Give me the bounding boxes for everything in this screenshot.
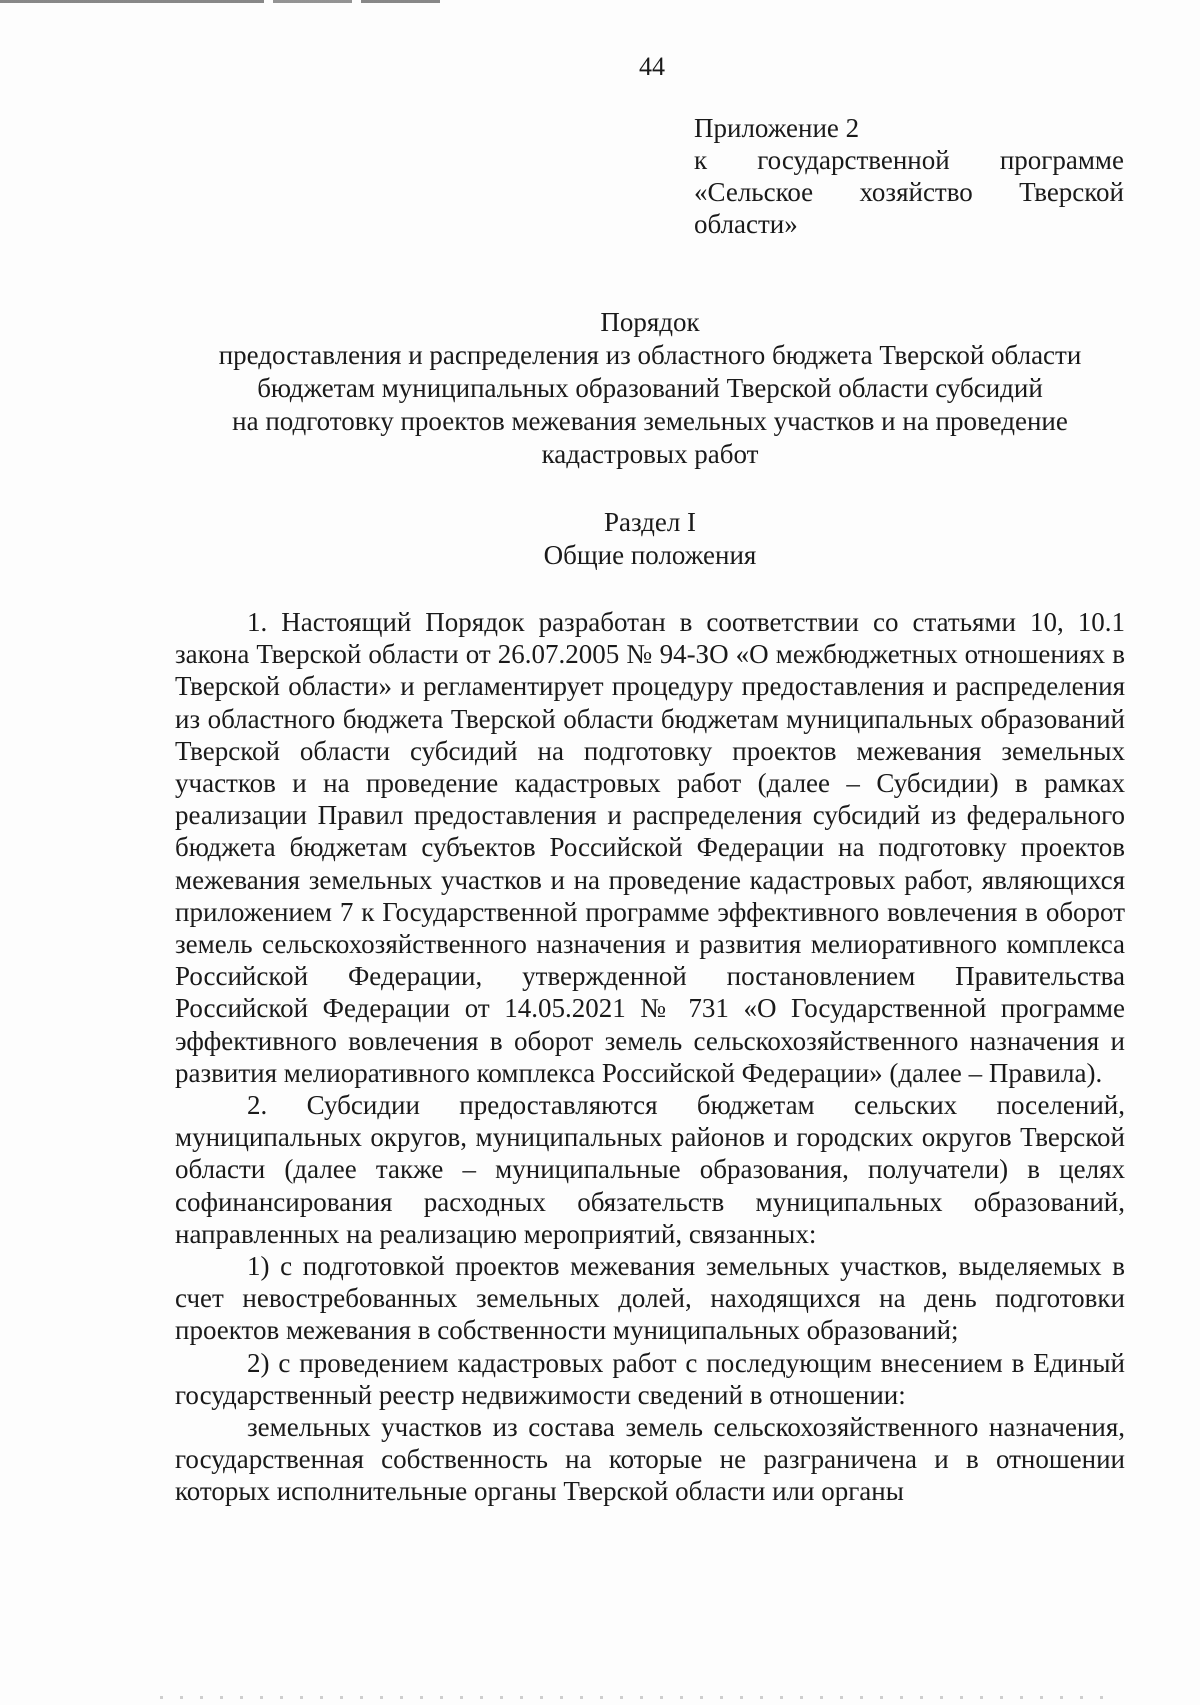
appendix-word: государственной — [757, 145, 950, 175]
document-title — [170, 306, 1130, 471]
paragraph: 2. Субсидии предоставляются бюджетам сельских поселений, муниципальных округов, муниципальных районов и городских округов Тверской области (далее также – муниципальные образования, получатели) в целях софинансирования расходных обязательств муниципальных образований, направленных на реализацию мероприятий, связанных: — [175, 1090, 1125, 1249]
title-line-2: бюджетам муниципальных образований Тверской области субсидий — [257, 373, 1043, 403]
section-heading — [170, 506, 1130, 572]
appendix-word: хозяйство — [859, 177, 973, 207]
paragraph: 1. Настоящий Порядок разработан в соответствии со статьями 10, 10.1 закона Тверской области от 26.07.2005 № 94-ЗО «О межбюджетных отношениях в Тверской области» и регламентирует процедуру предоставления и распределения из областного бюджета Тверской области бюджетам муниципальных образований Тверской области субсидий на подготовку проектов межевания земельных участков и на проведение кадастровых работ (далее – Субсидии) в рамках реализации Правил предоставления и распределения субсидий из федерального бюджета бюджетам субъектов Российской Федерации на подготовку проектов межевания земельных участков и на проведение кадастровых работ, являющихся приложением 7 к Государственной программе эффективного вовлечения в оборот земель сельскохозяйственного назначения и развития мелиоративного комплекса Российской Федерации, утвержденной постановлением Правительства Российской Федерации от 14.05.2021 № 731 «О Государственной программе эффективного вовлечения в оборот земель сельскохозяйственного назначения и развития мелиоративного комплекса Российской Федерации» (далее – Правила). — [175, 607, 1125, 1088]
title-line-4: кадастровых работ — [541, 439, 759, 469]
paragraph: 1) с подготовкой проектов межевания земельных участков, выделяемых в счет невостребованных земельных долей, находящихся на день подготовки проектов межевания в собственности муниципальных образований; — [175, 1251, 1125, 1346]
appendix-line-2 — [694, 144, 1124, 176]
title-line-3: на подготовку проектов межевания земельных участков и на проведение — [232, 406, 1068, 436]
appendix-line-3 — [694, 176, 1124, 208]
appendix-header — [694, 112, 1124, 240]
scan-artifact-top — [0, 0, 440, 3]
section-name: Общие положения — [543, 540, 757, 570]
appendix-line-1: Приложение 2 — [694, 113, 860, 143]
appendix-word: Тверской — [1019, 177, 1124, 207]
appendix-word: «Сельское — [694, 177, 814, 207]
page-number: 44 — [639, 52, 665, 81]
title-heading: Порядок — [600, 307, 700, 337]
appendix-line-4: области» — [694, 209, 798, 239]
paragraph: 2) с проведением кадастровых работ с последующим внесением в Единый государственный реестр недвижимости сведений в отношении: — [175, 1347, 1125, 1410]
appendix-word: к — [694, 145, 708, 175]
paragraph: земельных участков из состава земель сельскохозяйственного назначения, государственная собственность на которые не разграничена и в отношении которых исполнительные органы Тверской области или органы — [175, 1412, 1125, 1507]
appendix-word: программе — [999, 145, 1124, 175]
body-text — [175, 606, 1125, 1508]
title-line-1: предоставления и распределения из областного бюджета Тверской области — [218, 340, 1082, 370]
scan-artifact-bottom — [160, 1696, 1120, 1699]
section-number: Раздел I — [603, 507, 697, 537]
